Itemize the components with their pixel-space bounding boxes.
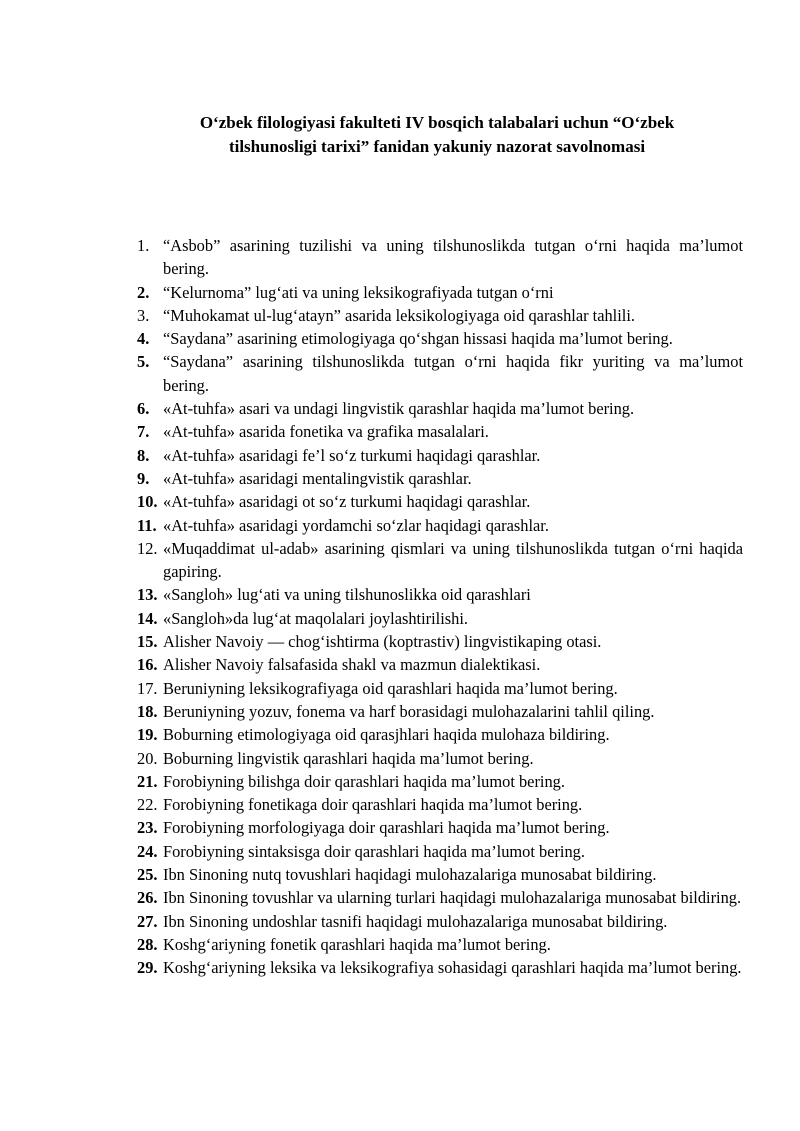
question-number: 19.: [137, 725, 158, 745]
question-text: Ibn Sinoning tovushlar va ularning turlari haqidagi mulohazalariga munosabat bildiring.: [163, 888, 742, 908]
question-text: “Kelurnoma” lug‘ati va uning leksikografiyada tutgan o‘rni: [163, 282, 554, 302]
question-item: [0, 653, 800, 676]
question-item: [0, 956, 800, 979]
question-item: [0, 467, 800, 490]
question-number: 14.: [137, 608, 158, 628]
question-number: 26.: [137, 888, 158, 908]
question-number: 29.: [137, 958, 158, 978]
question-number: 17.: [137, 678, 158, 698]
question-item: [0, 397, 800, 420]
question-text: Beruniyning leksikografiyaga oid qarashlari haqida ma’lumot bering.: [163, 678, 618, 698]
question-number: 9.: [137, 468, 150, 488]
question-item: [0, 537, 800, 584]
question-item: [0, 444, 800, 467]
question-number: 25.: [137, 865, 158, 885]
question-number: 4.: [137, 329, 150, 349]
question-number: 1.: [137, 236, 150, 255]
question-text: «At-tuhfa» asaridagi mentalingvistik qarashlar.: [163, 468, 472, 488]
question-item: [0, 747, 800, 770]
question-item: [0, 304, 800, 327]
question-item: [0, 863, 800, 886]
question-text: «At-tuhfa» asarida fonetika va grafika masalalari.: [163, 422, 489, 442]
question-item: [0, 490, 800, 513]
question-item: [0, 886, 800, 909]
question-number: 7.: [137, 422, 150, 442]
question-text: “Saydana” asarining tilshunoslikda tutgan o‘rni haqida fikr yuriting va ma’lumot bering.: [163, 352, 743, 395]
question-list: [0, 234, 800, 980]
question-text: «Muqaddimat ul-adab» asarining qismlari va uning tilshunoslikda tutgan o‘rni haqida gapiring.: [163, 538, 743, 582]
question-number: 8.: [137, 445, 150, 465]
question-item: [0, 327, 800, 350]
question-item: [0, 700, 800, 723]
question-item: [0, 607, 800, 630]
question-item: [0, 630, 800, 653]
question-text: Alisher Navoiy — chog‘ishtirma (koptrastiv) lingvistikaping otasi.: [163, 632, 602, 652]
question-item: [0, 350, 800, 397]
question-item: [0, 816, 800, 839]
question-number: 13.: [137, 585, 158, 605]
question-number: 21.: [137, 771, 158, 791]
title-line-1: O‘zbek filologiyasi fakulteti IV bosqich talabalari uchun “O‘zbek: [199, 113, 675, 132]
question-text: «At-tuhfa» asaridagi ot so‘z turkumi haqidagi qarashlar.: [163, 492, 531, 512]
question-number: 10.: [137, 492, 158, 512]
question-item: [0, 583, 800, 606]
question-text: Boburning etimologiyaga oid qarasjhlari haqida mulohaza bildiring.: [163, 725, 610, 745]
question-number: 15.: [137, 632, 158, 652]
question-text: “Asbob” asarining tuzilishi va uning tilshunoslikda tutgan o‘rni haqida ma’lumot bering.: [163, 236, 743, 279]
question-text: “Muhokamat ul-lug‘atayn” asarida leksikologiyaga oid qarashlar tahlili.: [163, 305, 635, 325]
question-item: [0, 514, 800, 537]
page-title: [140, 111, 734, 159]
question-item: [0, 723, 800, 746]
question-number: 28.: [137, 934, 158, 954]
question-text: «At-tuhfa» asaridagi fe’l so‘z turkumi haqidagi qarashlar.: [163, 445, 541, 465]
question-item: [0, 840, 800, 863]
question-number: 3.: [137, 305, 150, 325]
question-number: 23.: [137, 818, 158, 838]
question-number: 22.: [137, 795, 158, 815]
question-text: «Sangloh» lug‘ati va uning tilshunoslikka oid qarashlari: [163, 585, 531, 605]
question-item: [0, 910, 800, 933]
question-item: [0, 420, 800, 443]
question-text: «At-tuhfa» asaridagi yordamchi so‘zlar haqidagi qarashlar.: [163, 515, 549, 535]
question-number: 5.: [137, 352, 150, 372]
question-item: [0, 281, 800, 304]
question-number: 12.: [137, 538, 158, 558]
question-number: 20.: [137, 748, 158, 768]
question-text: «Sangloh»da lug‘at maqolalari joylashtirilishi.: [163, 608, 468, 628]
question-item: [0, 677, 800, 700]
question-text: Forobiyning bilishga doir qarashlari haqida ma’lumot bering.: [163, 771, 565, 791]
question-item: [0, 933, 800, 956]
question-text: «At-tuhfa» asari va undagi lingvistik qarashlar haqida ma’lumot bering.: [163, 399, 635, 419]
question-text: “Saydana” asarining etimologiyaga qo‘shgan hissasi haqida ma’lumot bering.: [163, 329, 673, 349]
question-number: 6.: [137, 399, 150, 419]
question-text: Koshg‘ariyning fonetik qarashlari haqida ma’lumot bering.: [163, 934, 551, 954]
question-text: Forobiyning morfologiyaga doir qarashlari haqida ma’lumot bering.: [163, 818, 610, 838]
question-item: [0, 234, 800, 281]
question-item: [0, 793, 800, 816]
question-number: 18.: [137, 701, 158, 721]
question-number: 24.: [137, 841, 158, 861]
title-line-2: tilshunosligi tarixi” fanidan yakuniy nazorat savolnomasi: [228, 137, 646, 156]
question-text: Koshg‘ariyning leksika va leksikografiya sohasidagi qarashlari haqida ma’lumot bering.: [163, 958, 742, 978]
question-text: Forobiyning fonetikaga doir qarashlari haqida ma’lumot bering.: [163, 795, 583, 815]
question-text: Ibn Sinoning nutq tovushlari haqidagi mulohazalariga munosabat bildiring.: [163, 865, 657, 885]
question-number: 16.: [137, 655, 158, 675]
question-text: Ibn Sinoning undoshlar tasnifi haqidagi mulohazalariga munosabat bildiring.: [163, 911, 668, 931]
question-text: Alisher Navoiy falsafasida shakl va mazmun dialektikasi.: [163, 655, 541, 675]
question-number: 27.: [137, 911, 158, 931]
question-text: Boburning lingvistik qarashlari haqida ma’lumot bering.: [163, 748, 534, 768]
question-text: Forobiyning sintaksisga doir qarashlari haqida ma’lumot bering.: [163, 841, 585, 861]
question-number: 11.: [137, 515, 157, 535]
question-text: Beruniyning yozuv, fonema va harf borasidagi mulohazalarini tahlil qiling.: [163, 701, 655, 721]
question-number: 2.: [137, 282, 150, 302]
question-item: [0, 770, 800, 793]
